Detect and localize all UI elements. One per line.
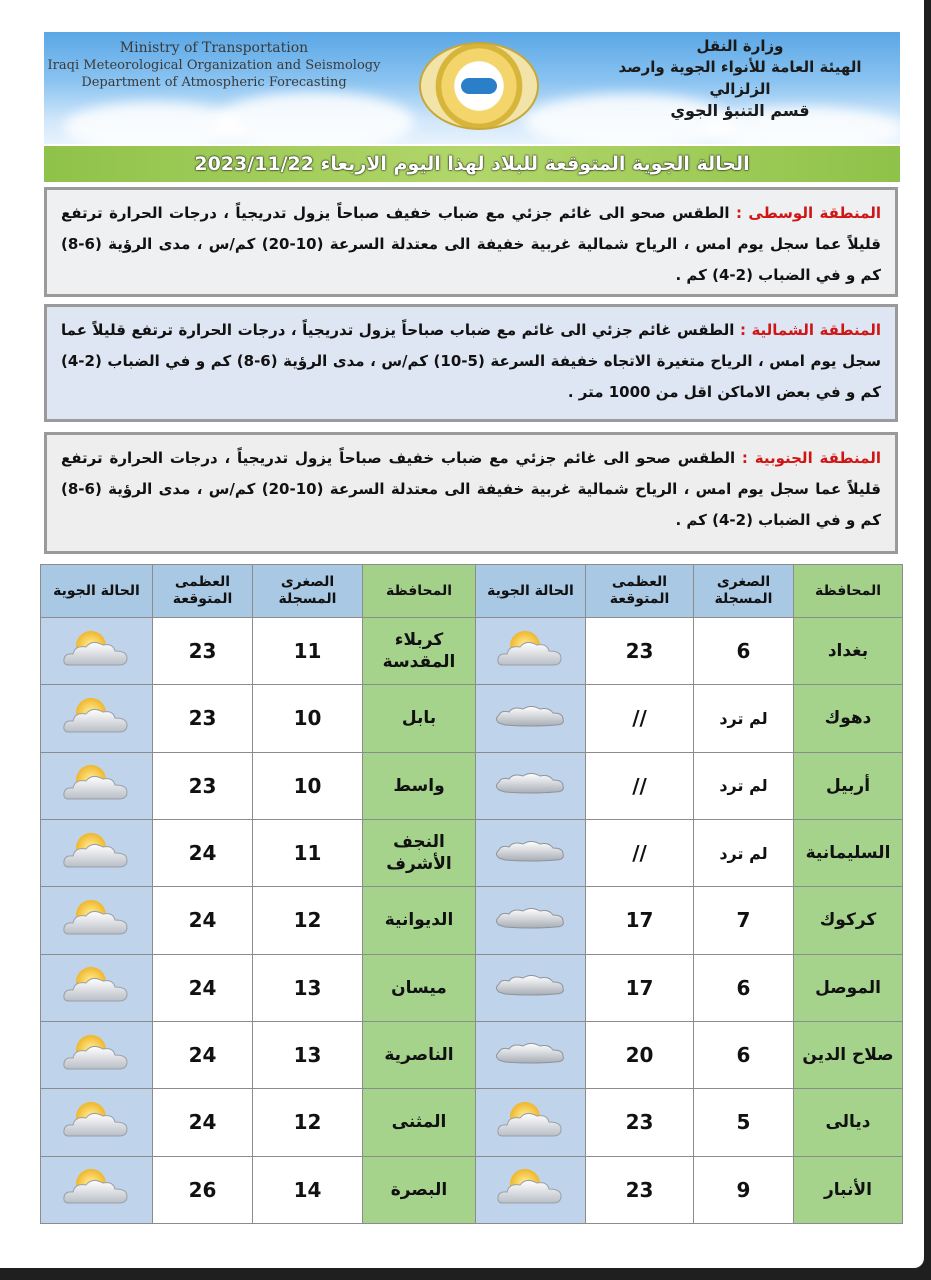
- weather-cell: [476, 752, 586, 819]
- max-temp-cell: //: [586, 819, 694, 886]
- region-central: [44, 187, 898, 297]
- province-cell: صلاح الدين: [794, 1021, 903, 1088]
- partly-cloudy-icon: [59, 896, 135, 945]
- weather-cell: [41, 1089, 153, 1156]
- weather-cell: [41, 752, 153, 819]
- region-south-text: الطقس صحو الى غائم جزئي مع ضباب خفيف صباحاً يزول تدريجياً ، درجات الحرارة ترتفع قليلاً عما سجل يوم امس ، الرياح شمالية غربية خفيفة الى معتدلة السرعة (10-20) كم/س ، مدى الرؤية (6-8) كم و في الضباب (2-4) كم .: [61, 449, 881, 529]
- partly-cloudy-icon: [493, 627, 569, 676]
- region-north-text: الطقس غائم جزئي الى غائم مع ضباب صباحاً يزول تدريجياً ، درجات الحرارة ترتفع قليلاً عما سجل يوم امس ، الرياح متغيرة الاتجاه خفيفة السرعة (5-10) كم/س ، مدى الرؤية (6-8) كم و في الضباب (2-4) كم و في بعض الاماكن اقل من 1000 متر .: [61, 321, 882, 401]
- table-row: [41, 954, 903, 1021]
- max-temp-cell: 23: [153, 685, 253, 752]
- min-temp-cell: 11: [253, 618, 363, 685]
- table-row: [41, 1156, 903, 1223]
- table-row: [41, 819, 903, 886]
- department-name-ar: قسم التنبؤ الجوي: [670, 101, 810, 120]
- forecast-table: [40, 564, 903, 1224]
- max-temp-cell: 23: [586, 1156, 694, 1223]
- cloudy-icon: [493, 1038, 569, 1073]
- weather-cell: [476, 618, 586, 685]
- max-temp-cell: 23: [586, 618, 694, 685]
- region-north-label: المنطقة الشمالية :: [739, 321, 881, 339]
- weather-cell: [476, 954, 586, 1021]
- min-temp-cell: 13: [253, 954, 363, 1021]
- province-cell: ديالى: [794, 1089, 903, 1156]
- region-north: [44, 304, 898, 422]
- min-temp-cell: 6: [694, 618, 794, 685]
- province-cell: البصرة: [363, 1156, 476, 1223]
- min-temp-cell: 10: [253, 685, 363, 752]
- region-south: [44, 432, 898, 554]
- max-temp-cell: 24: [153, 887, 253, 954]
- province-cell: الناصرية: [363, 1021, 476, 1088]
- header-min: الصغرى المسجلة: [253, 565, 363, 618]
- province-cell: واسط: [363, 752, 476, 819]
- min-temp-cell: 7: [694, 887, 794, 954]
- organization-name-en: Iraqi Meteorological Organization and Seismology: [47, 58, 381, 73]
- province-cell: كربلاء المقدسة: [363, 618, 476, 685]
- max-temp-cell: 17: [586, 954, 694, 1021]
- partly-cloudy-icon: [59, 694, 135, 743]
- max-temp-cell: 23: [153, 618, 253, 685]
- weather-cell: [41, 819, 153, 886]
- organization-name-ar: الهيئة العامة للأنواء الجوية وارصد الزلزالي: [618, 58, 862, 98]
- header-province: المحافظة: [363, 565, 476, 618]
- min-temp-cell: 14: [253, 1156, 363, 1223]
- min-temp-cell: 13: [253, 1021, 363, 1088]
- weather-cell: [41, 618, 153, 685]
- province-cell: السليمانية: [794, 819, 903, 886]
- max-temp-cell: //: [586, 752, 694, 819]
- organization-logo: [419, 42, 539, 130]
- cloudy-icon: [493, 970, 569, 1005]
- max-temp-cell: 24: [153, 1021, 253, 1088]
- table-row: [41, 1021, 903, 1088]
- weather-cell: [41, 1156, 153, 1223]
- province-cell: دهوك: [794, 685, 903, 752]
- partly-cloudy-icon: [59, 1165, 135, 1214]
- table-row: [41, 618, 903, 685]
- arabic-header: [590, 36, 890, 122]
- weather-cell: [476, 887, 586, 954]
- ministry-name-ar: وزارة النقل: [696, 37, 784, 55]
- cloudy-icon: [493, 903, 569, 938]
- partly-cloudy-icon: [59, 829, 135, 878]
- province-cell: أربيل: [794, 752, 903, 819]
- header-weather: الحالة الجوية: [41, 565, 153, 618]
- weather-cell: [476, 1089, 586, 1156]
- province-cell: بابل: [363, 685, 476, 752]
- table-row: [41, 887, 903, 954]
- min-temp-cell: 6: [694, 1021, 794, 1088]
- cloudy-icon: [493, 836, 569, 871]
- min-temp-cell: لم ترد: [694, 685, 794, 752]
- header-max: العظمى المتوقعة: [153, 565, 253, 618]
- region-south-label: المنطقة الجنوبية :: [741, 449, 881, 467]
- min-temp-cell: 11: [253, 819, 363, 886]
- page-title: الحالة الجوية المتوقعة للبلاد لهذا اليوم الاربعاء 2023/11/22: [44, 146, 900, 182]
- partly-cloudy-icon: [493, 1165, 569, 1214]
- province-cell: ميسان: [363, 954, 476, 1021]
- min-temp-cell: 12: [253, 887, 363, 954]
- max-temp-cell: 24: [153, 1089, 253, 1156]
- weather-cell: [476, 1021, 586, 1088]
- partly-cloudy-icon: [59, 1031, 135, 1080]
- partly-cloudy-icon: [59, 963, 135, 1012]
- partly-cloudy-icon: [493, 1098, 569, 1147]
- partly-cloudy-icon: [59, 1098, 135, 1147]
- header-max: العظمى المتوقعة: [586, 565, 694, 618]
- region-central-label: المنطقة الوسطى :: [735, 204, 881, 222]
- table-header-row: [41, 565, 903, 618]
- max-temp-cell: 24: [153, 954, 253, 1021]
- cloudy-icon: [493, 768, 569, 803]
- partly-cloudy-icon: [59, 761, 135, 810]
- weather-cell: [476, 819, 586, 886]
- min-temp-cell: 6: [694, 954, 794, 1021]
- table-row: [41, 1089, 903, 1156]
- table-row: [41, 752, 903, 819]
- region-central-text: الطقس صحو الى غائم جزئي مع ضباب خفيف صباحاً يزول تدريجياً ، درجات الحرارة ترتفع قليلاً عما سجل يوم امس ، الرياح شمالية غربية خفيفة الى معتدلة السرعة (10-20) كم/س ، مدى الرؤية (6-8) كم و في الضباب (2-4) كم .: [61, 204, 881, 284]
- english-header: [44, 40, 384, 91]
- max-temp-cell: 23: [153, 752, 253, 819]
- department-name-en: Department of Atmospheric Forecasting: [81, 75, 347, 90]
- max-temp-cell: //: [586, 685, 694, 752]
- header-weather: الحالة الجوية: [476, 565, 586, 618]
- min-temp-cell: 5: [694, 1089, 794, 1156]
- province-cell: المثنى: [363, 1089, 476, 1156]
- province-cell: بغداد: [794, 618, 903, 685]
- cloudy-icon: [493, 701, 569, 736]
- header-province: المحافظة: [794, 565, 903, 618]
- min-temp-cell: 12: [253, 1089, 363, 1156]
- header-banner: [44, 32, 900, 144]
- province-cell: الديوانية: [363, 887, 476, 954]
- ministry-name-en: Ministry of Transportation: [119, 40, 309, 56]
- province-cell: الموصل: [794, 954, 903, 1021]
- max-temp-cell: 24: [153, 819, 253, 886]
- weather-cell: [41, 1021, 153, 1088]
- weather-cell: [41, 685, 153, 752]
- weather-cell: [476, 685, 586, 752]
- province-cell: كركوك: [794, 887, 903, 954]
- province-cell: النجف الأشرف: [363, 819, 476, 886]
- weather-cell: [41, 954, 153, 1021]
- table-row: [41, 685, 903, 752]
- min-temp-cell: 10: [253, 752, 363, 819]
- partly-cloudy-icon: [59, 627, 135, 676]
- min-temp-cell: لم ترد: [694, 819, 794, 886]
- min-temp-cell: 9: [694, 1156, 794, 1223]
- max-temp-cell: 20: [586, 1021, 694, 1088]
- max-temp-cell: 26: [153, 1156, 253, 1223]
- max-temp-cell: 23: [586, 1089, 694, 1156]
- min-temp-cell: لم ترد: [694, 752, 794, 819]
- max-temp-cell: 17: [586, 887, 694, 954]
- province-cell: الأنبار: [794, 1156, 903, 1223]
- header-min: الصغرى المسجلة: [694, 565, 794, 618]
- weather-cell: [41, 887, 153, 954]
- weather-cell: [476, 1156, 586, 1223]
